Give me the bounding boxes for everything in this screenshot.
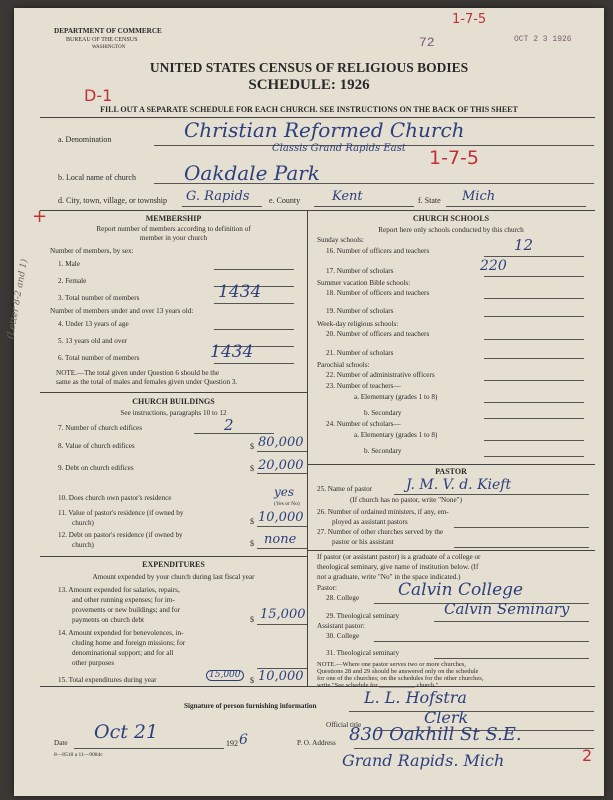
q6-line — [214, 363, 294, 364]
q27-label-2: pastor or his assistant — [332, 538, 394, 546]
address-value-2: Grand Rapids. Mich — [342, 751, 505, 770]
q26-line — [454, 527, 589, 528]
membership-title: MEMBERSHIP — [145, 214, 202, 223]
q13-label-1: 13. Amount expended for salaries, repairs, — [58, 586, 180, 594]
column-divider — [307, 210, 308, 686]
county-value: Kent — [332, 189, 363, 204]
q7-label: 7. Number of church edifices — [58, 424, 143, 432]
state-label: f. State — [418, 196, 441, 205]
receipt-stamp-number: 72 — [419, 35, 435, 50]
q24a-label: a. Elementary (grades 1 to 8) — [354, 431, 438, 439]
denomination-value: Christian Reformed Church — [184, 118, 465, 142]
q13-value: 15,000 — [260, 607, 306, 622]
members-by-age-heading: Number of members under and over 13 years old: — [50, 307, 194, 315]
q3-value: 1434 — [218, 282, 262, 302]
receipt-stamp-date: OCT 2 3 1926 — [514, 35, 572, 44]
q8-value: 80,000 — [258, 435, 304, 450]
date-line — [74, 748, 224, 749]
members-by-sex-heading: Number of members, by sex: — [50, 247, 134, 255]
membership-intro-2: member in your church — [139, 234, 208, 242]
q23b-label: b. Secondary — [364, 409, 402, 417]
q24a-line — [484, 440, 584, 441]
membership-intro-1: Report number of members according to definition of — [96, 225, 251, 233]
assistant-subheading: Assistant pastor: — [317, 622, 365, 630]
sunday-schools-heading: Sunday schools: — [317, 236, 364, 244]
city-label: d. City, town, village, or township — [58, 196, 168, 205]
q11-label-1: 11. Value of pastor's residence (if owned by — [58, 509, 184, 517]
membership-note-2: same as the total of males and females given under Question 3. — [56, 378, 238, 386]
city-value: G. Rapids — [186, 189, 250, 204]
q20-label: 20. Number of officers and teachers — [326, 330, 430, 338]
q16-label: 16. Number of officers and teachers — [326, 247, 430, 255]
q29-value: Calvin Seminary — [444, 600, 570, 618]
q30-label: 30. College — [326, 632, 360, 640]
buildings-title: CHURCH BUILDINGS — [132, 397, 215, 406]
q25-label: 25. Name of pastor — [317, 485, 373, 493]
schools-rule — [307, 464, 595, 465]
q1-line — [214, 269, 294, 270]
address-line — [354, 748, 594, 749]
graduate-instruction-3: not a graduate, write "No" in the space indicated.) — [317, 573, 461, 581]
q15-margin-note: 15,000 — [206, 670, 244, 681]
schools-title: CHURCH SCHOOLS — [412, 214, 490, 223]
q9-value: 20,000 — [258, 458, 304, 473]
q10-value: yes — [274, 485, 295, 499]
q25-line — [394, 494, 589, 495]
signature-line — [349, 711, 594, 712]
state-value: Mich — [462, 189, 496, 204]
q2-label: 2. Female — [58, 277, 87, 285]
q11-label-2: church) — [72, 519, 94, 527]
q6-label: 6. Total number of members — [58, 354, 140, 362]
q9-dollar: $ — [250, 464, 254, 473]
q19-line — [484, 316, 584, 317]
q10-label: 10. Does church own pastor's residence — [58, 494, 172, 502]
state-line — [446, 206, 586, 207]
q4-line — [214, 329, 294, 330]
q4-label: 4. Under 13 years of age — [58, 320, 129, 328]
denomination-label: a. Denomination — [58, 135, 112, 144]
q21-line — [484, 358, 584, 359]
official-title-value: Clerk — [424, 708, 469, 727]
q16-value: 12 — [514, 236, 534, 254]
expenditures-subtitle: Amount expended by your church during last fiscal year — [92, 573, 255, 581]
buildings-subtitle: See instructions, paragraphs 10 to 12 — [120, 409, 227, 417]
graduate-instruction-1: If pastor (or assistant pastor) is a graduate of a college or — [317, 553, 481, 561]
q15-label: 15. Total expenditures during year — [58, 676, 157, 684]
q12-line — [257, 548, 307, 549]
q23b-line — [484, 418, 584, 419]
q30-line — [374, 641, 589, 642]
pastor-subheading: Pastor: — [317, 584, 337, 592]
pastor-note-1: NOTE.—Where one pastor serves two or more churches, — [317, 661, 466, 668]
address-value-1: 830 Oakhill St S.E. — [349, 724, 522, 745]
q13-label-4: payments on church debt — [72, 616, 145, 624]
q9-label: 9. Debt on church edifices — [58, 464, 134, 472]
signature-value: L. L. Hofstra — [364, 688, 467, 707]
q31-line — [434, 658, 589, 659]
q8-dollar: $ — [250, 442, 254, 451]
q24b-label: b. Secondary — [364, 447, 402, 455]
year-value: 6 — [239, 732, 248, 748]
pastor-title: PASTOR — [435, 467, 467, 476]
q14-label-1: 14. Amount expended for benevolences, in- — [58, 629, 184, 637]
pastor-note-2: Questions 28 and 29 should be answered only on the schedule — [317, 668, 479, 675]
q8-label: 8. Value of church edifices — [58, 442, 135, 450]
q13-line — [257, 624, 307, 625]
red-number-bottom: 2 — [582, 746, 593, 765]
red-code-main: 1-7-5 — [429, 147, 479, 169]
address-label: P. O. Address — [297, 739, 336, 747]
city-label: WASHINGTON — [92, 45, 126, 50]
census-schedule-sheet — [6, 8, 604, 796]
q11-line — [257, 526, 307, 527]
q25-value: J. M. V. d. Kieft — [406, 477, 512, 493]
date-label: Date — [54, 739, 68, 747]
q9-line — [257, 473, 307, 474]
q23a-label: a. Elementary (grades 1 to 8) — [354, 393, 438, 401]
city-line — [182, 206, 262, 207]
q29-line — [434, 621, 589, 622]
membership-note-1: NOTE.—The total given under Question 6 should be the — [56, 369, 220, 377]
pencil-margin-note: (Letter 8-2 and 1) — [6, 258, 30, 340]
buildings-rule — [40, 556, 307, 557]
q27-line — [454, 547, 589, 548]
q18-label: 18. Number of officers and teachers — [326, 289, 430, 297]
q12-label-1: 12. Debt on pastor's residence (if owned by — [58, 531, 183, 539]
graduate-instruction-2: theological seminary, give name of institution below. (If — [317, 563, 479, 571]
local-name-value: Oakdale Park — [184, 161, 320, 185]
summer-schools-heading: Summer vacation Bible schools: — [317, 279, 411, 287]
q7-line — [194, 433, 274, 434]
q17-label: 17. Number of scholars — [326, 267, 394, 275]
q24b-line — [484, 456, 584, 457]
instruction-line: FILL OUT A SEPARATE SCHEDULE FOR EACH CHURCH. SEE INSTRUCTIONS ON THE BACK OF THIS SHEET — [100, 105, 518, 114]
pastor-rule — [307, 550, 595, 551]
q12-value: none — [264, 532, 297, 547]
schedule-title: SCHEDULE: 1926 — [248, 77, 370, 93]
membership-rule — [40, 392, 307, 393]
section-top-rule — [40, 210, 595, 211]
form-title: UNITED STATES CENSUS OF RELIGIOUS BODIES — [149, 60, 469, 75]
q14-label-4: other purposes — [72, 659, 115, 667]
q27-label-1: 27. Number of other churches served by the — [317, 528, 444, 536]
q28-value: Calvin College — [398, 580, 524, 600]
q29-label: 29. Theological seminary — [326, 612, 400, 620]
date-value: Oct 21 — [94, 721, 159, 743]
q17-line — [484, 276, 584, 277]
q18-line — [484, 298, 584, 299]
q23a-line — [484, 402, 584, 403]
red-code-left: D-1 — [84, 86, 113, 105]
q31-label: 31. Theological seminary — [326, 649, 400, 657]
year-prefix: 192 — [226, 739, 238, 748]
q15-value: 10,000 — [258, 669, 304, 684]
parochial-schools-heading: Parochial schools: — [317, 361, 370, 369]
pastor-note-4: write "See schedule for ___________ church." — [317, 682, 439, 689]
q3-line — [214, 303, 294, 304]
q16-line — [484, 256, 584, 257]
q11-value: 10,000 — [258, 510, 304, 525]
q24-label: 24. Number of scholars— — [326, 420, 401, 428]
schools-subtitle: Report here only schools conducted by this church — [378, 226, 524, 234]
q1-label: 1. Male — [58, 260, 80, 268]
q26-label-1: 26. Number of ordained ministers, if any, em- — [317, 508, 449, 516]
q14-label-3: denominational support; and for all — [72, 649, 174, 657]
red-code-top: 1-7-5 — [452, 12, 487, 27]
q26-label-2: ployed as assistant pastors — [332, 518, 408, 526]
q5-label: 5. 13 years old and over — [58, 337, 128, 345]
pastor-note-3: for one of the churches; on the schedules for the other churches, — [317, 675, 484, 682]
form-number: 8—8518 a 11—9084c — [54, 752, 103, 758]
q7-value: 2 — [224, 416, 234, 434]
classis-value: Classis Grand Rapids East — [272, 143, 406, 154]
official-title-label: Official title — [326, 721, 362, 729]
q12-label-2: church) — [72, 541, 94, 549]
q8-line — [257, 451, 307, 452]
q21-label: 21. Number of scholars — [326, 349, 394, 357]
weekday-schools-heading: Week-day religious schools: — [317, 320, 399, 328]
q20-line — [484, 339, 584, 340]
bureau-label: BUREAU OF THE CENSUS — [66, 37, 138, 43]
yes-no-hint: (Yes or No) — [274, 501, 300, 507]
q25-note: (If church has no pastor, write "None") — [350, 496, 462, 504]
county-line — [314, 206, 414, 207]
q17-value: 220 — [480, 258, 507, 274]
q14-label-2: cluding home and foreign missions; for — [72, 639, 186, 647]
q13-label-3: provements or new buildings; and for — [72, 606, 180, 614]
q15-dollar: $ — [250, 676, 254, 685]
local-name-label: b. Local name of church — [58, 173, 136, 182]
q13-dollar: $ — [250, 615, 254, 624]
q12-dollar: $ — [250, 539, 254, 548]
expenditures-title: EXPENDITURES — [142, 560, 205, 569]
q19-label: 19. Number of scholars — [326, 307, 394, 315]
department-label: DEPARTMENT OF COMMERCE — [54, 27, 162, 35]
q6-value: 1434 — [210, 342, 254, 362]
q23-label: 23. Number of teachers— — [326, 382, 401, 390]
q28-label: 28. College — [326, 594, 360, 602]
q3-label: 3. Total number of members — [58, 294, 140, 302]
county-label: e. County — [269, 196, 301, 205]
q22-label: 22. Number of administrative officers — [326, 371, 435, 379]
q11-dollar: $ — [250, 517, 254, 526]
q13-label-2: and other running expenses; for im- — [72, 596, 175, 604]
signature-label: Signature of person furnishing information — [184, 702, 317, 710]
red-plus-mark: + — [32, 206, 48, 227]
q22-line — [484, 380, 584, 381]
